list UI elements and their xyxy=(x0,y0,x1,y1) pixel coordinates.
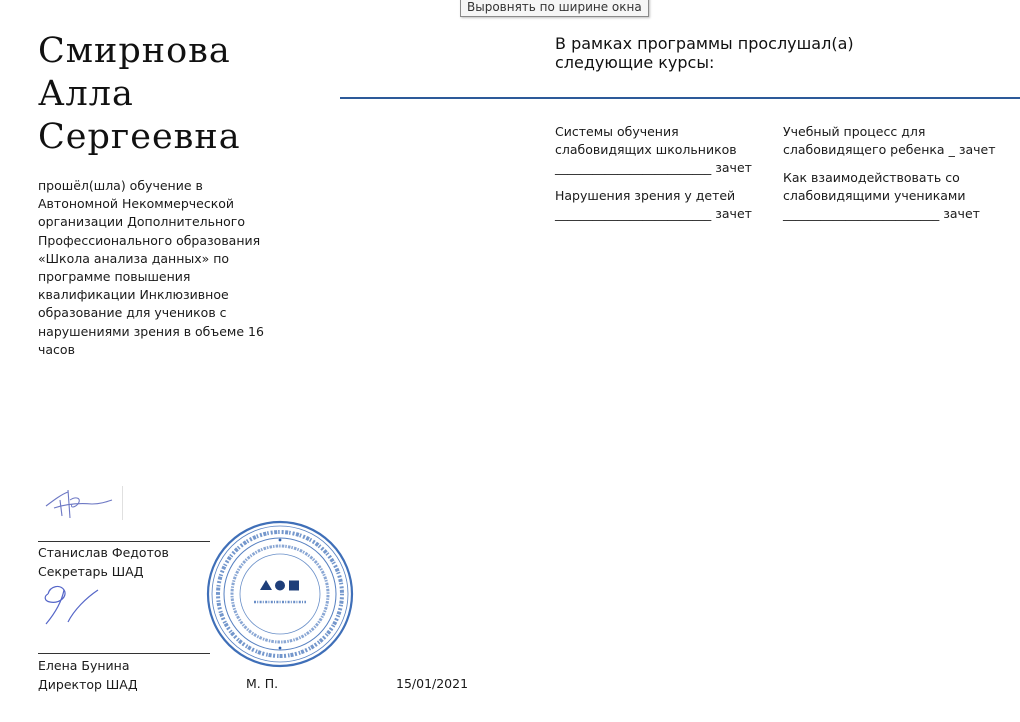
course-item xyxy=(555,123,752,178)
recipient-first-name: Алла xyxy=(38,74,134,114)
signatory-name: Елена Бунина xyxy=(38,658,130,673)
course-item xyxy=(783,169,980,224)
signature-line-bunina xyxy=(38,653,210,654)
signature-fedotov-image xyxy=(40,486,120,522)
courses-heading-line1: В рамках программы прослушал(а) xyxy=(555,34,854,53)
course-blank: _________________________ xyxy=(555,206,712,222)
signature-bunina-image xyxy=(38,582,108,628)
course-title-line2: слабовидящего ребенка xyxy=(783,142,945,158)
signature-line-fedotov xyxy=(38,541,210,542)
signatory-name: Станислав Федотов xyxy=(38,545,169,560)
stamp-place-label: М. П. xyxy=(246,676,279,691)
recipient-last-name: Смирнова xyxy=(38,31,231,71)
course-title-line1: Учебный процесс для xyxy=(783,124,926,139)
signatory-fedotov xyxy=(38,544,169,581)
recipient-name xyxy=(38,30,241,159)
course-title-line2: слабовидящими учениками xyxy=(783,188,966,204)
course-result: зачет xyxy=(943,206,980,222)
course-result: зачет xyxy=(715,206,752,222)
intro-text: прошёл(шла) обучение в Автономной Некоммерческой организации Дополнительного Профессионального образования «Школа анализа данных» по программе повышения квалификации Инклюзивное образование для учеников с нарушениями зрения в объеме 16 часов xyxy=(38,178,264,357)
course-title-line2: слабовидящих школьников xyxy=(555,142,737,158)
course-blank: _________________________ xyxy=(555,160,712,176)
heading-divider xyxy=(340,97,1020,99)
signatory-role: Секретарь ШАД xyxy=(38,563,144,579)
course-result-row xyxy=(555,205,752,223)
course-blank: _________________________ xyxy=(783,206,940,222)
course-title-line1: Системы обучения xyxy=(555,124,679,139)
courses-heading xyxy=(555,34,854,72)
course-result-row xyxy=(783,205,980,223)
tooltip: Выровнять по ширине окна xyxy=(460,0,649,17)
course-item xyxy=(783,123,996,159)
course-item xyxy=(555,187,752,223)
signatory-bunina xyxy=(38,657,138,694)
courses-heading-line2: следующие курсы: xyxy=(555,53,715,72)
course-result-row xyxy=(783,141,996,159)
course-title-line1: Нарушения зрения у детей xyxy=(555,188,736,203)
course-result: зачет xyxy=(715,160,752,176)
course-result-row xyxy=(555,159,752,177)
course-blank: _ xyxy=(948,142,955,158)
signature-divider xyxy=(122,486,123,520)
course-result: зачет xyxy=(958,142,996,158)
recipient-patronymic: Сергеевна xyxy=(38,117,241,157)
signatory-role: Директор ШАД xyxy=(38,676,138,692)
course-title-line1: Как взаимодействовать со xyxy=(783,170,960,185)
issue-date: 15/01/2021 xyxy=(396,676,469,691)
organization-stamp-image xyxy=(204,518,356,670)
